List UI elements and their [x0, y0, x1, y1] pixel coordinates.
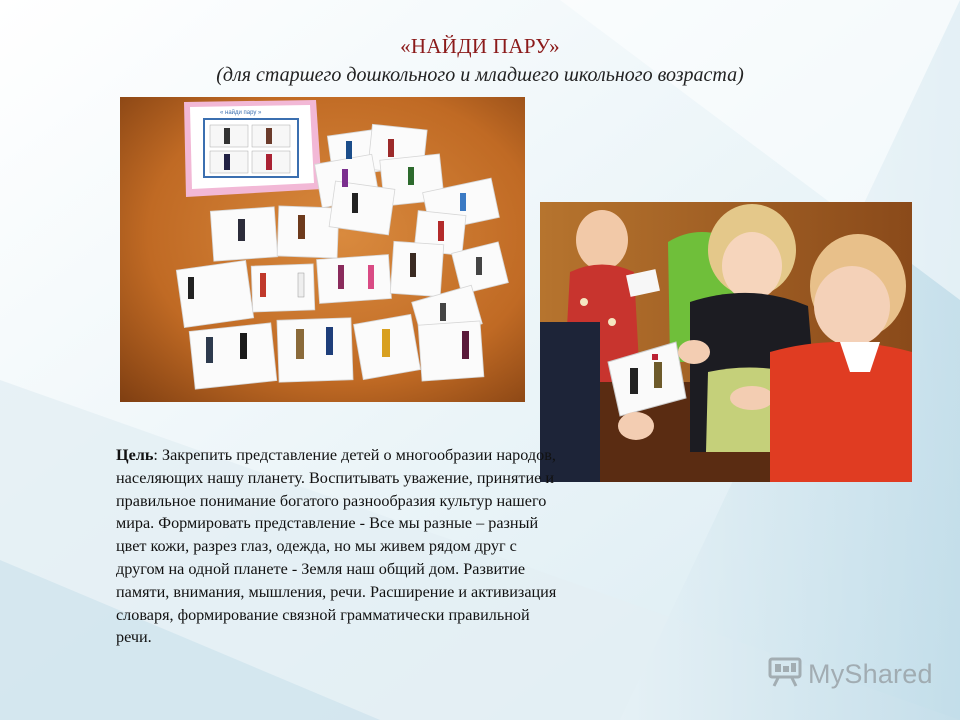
presentation-board-icon — [768, 657, 802, 692]
goal-label: Цель — [116, 446, 154, 464]
goal-paragraph — [116, 444, 566, 649]
children-playing-photo — [540, 202, 912, 482]
box-label: « найди пару » — [220, 110, 262, 116]
goal-text: : Закрепить представление детей о многообразии народов, населяющих нашу планету. Воспитывать уважение, принятие и правильное понимание богатого разнообразия культур нашего мира. Формировать представление - Все мы разные – разный цвет кожи, разрез глаз, одежда, но мы живем рядом друг с другом на одной планете - Земля наш общий дом. Развитие памяти, внимания, мышления, речи. Расширение и активизация словаря, формирование связной грамматически правильной речи. — [116, 446, 557, 647]
game-cards-photo — [120, 97, 525, 402]
slide-title: «НАЙДИ ПАРУ» — [400, 34, 560, 58]
game-box — [184, 100, 322, 197]
myshared-logo — [768, 657, 933, 691]
slide-subtitle: (для старшего дошкольного и младшего школьного возраста) — [216, 64, 744, 86]
logo-text: MyShared — [808, 658, 933, 689]
